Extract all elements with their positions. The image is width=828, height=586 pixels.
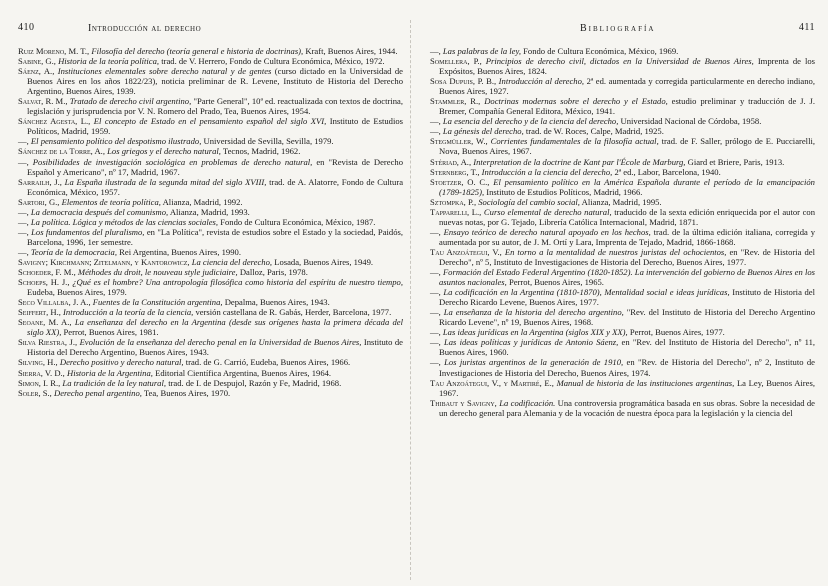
bibliography-entry bbox=[430, 167, 815, 177]
entry-details: (curso dictado en la Universidad de Buenos Aires en los años 1822/23), noticia preliminar de R. Levene, Instituto de Historia del Derecho Argentino, Buenos Aires, 1939. bbox=[27, 66, 403, 97]
entry-title: Principios de derecho civil, dictados en la Universidad de Buenos Aires, bbox=[485, 56, 754, 67]
entry-title: La política. Lógica y métodos de las ciencias sociales, bbox=[30, 216, 219, 227]
entry-details: Editorial Científica Argentina, Buenos Aires, 1964. bbox=[155, 367, 332, 378]
entry-details: estudio preliminar y traducción de J. J. Bremer, Compañía General Editora, México, 1941. bbox=[439, 96, 816, 117]
entry-title: La esencia del derecho y de la ciencia del derecho, bbox=[442, 116, 619, 127]
bibliography-entry bbox=[18, 267, 403, 277]
entry-author: Schoeps, H. J., bbox=[18, 277, 70, 288]
bibliography-entry bbox=[430, 267, 815, 287]
entry-title: El pensamiento político del despotismo ilustrado, bbox=[30, 136, 202, 147]
bibliography-entry bbox=[18, 277, 403, 297]
entry-title: Méthodes du droit, le nouveau style judiciaire, bbox=[77, 267, 238, 278]
entry-title: Las palabras de la ley, bbox=[442, 46, 521, 56]
bibliography-entry bbox=[18, 136, 403, 146]
entry-title: Tratado de derecho civil argentino, bbox=[69, 96, 192, 107]
entry-author: Seiffert, H., bbox=[18, 307, 61, 318]
entry-title: La tradición de la ley natural, bbox=[62, 377, 167, 388]
entry-details: Perrot, Buenos Aires, 1965. bbox=[508, 277, 604, 288]
entry-title: Historia de la Argentina, bbox=[66, 367, 153, 378]
entry-author: —, bbox=[430, 116, 441, 127]
entry-author: Seco Villalba, J. A., bbox=[18, 297, 91, 308]
entry-details: traducido de la sexta edición enriquecida por el autor con nuevas notas, por G. Tejado, Librería Católica Internacional, Madrid, 1871. bbox=[439, 206, 815, 227]
entry-author: —, bbox=[430, 46, 441, 56]
entry-details: "Parte General", 10ª ed. reactualizada con textos de doctrina, legislación y jurisprudencia por V. N. Romero del Prado, Tea, Buenos Aires, 1954. bbox=[27, 96, 403, 117]
entry-title: Introducción a la teoría de la ciencia, bbox=[63, 307, 194, 318]
left-page bbox=[18, 22, 403, 398]
entry-author: —, bbox=[430, 267, 441, 278]
bibliography-entry bbox=[430, 307, 815, 327]
entry-title: Elementos de teoría política, bbox=[61, 196, 161, 207]
entry-author: Silva Riestra, J., bbox=[18, 337, 78, 348]
left-bibliography-list bbox=[18, 46, 403, 398]
entry-details: Instituto de Historia del Derecho Ricardo Levene, Buenos Aires, 1977. bbox=[439, 287, 815, 308]
entry-details: 2ª ed., Labor, Barcelona, 1940. bbox=[614, 166, 721, 177]
entry-details: Alianza, Madrid, 1993. bbox=[169, 206, 250, 217]
bibliography-entry bbox=[18, 146, 403, 156]
entry-title: La enseñanza del derecho en la Argentina (desde sus orígenes hasta la primera década del siglo XX), bbox=[27, 317, 404, 338]
entry-details: Perrot, Buenos Aires, 1977. bbox=[629, 327, 725, 338]
entry-title: El concepto de Estado en el pensamiento español del siglo XVI, bbox=[93, 116, 327, 127]
entry-title: Ensayo teórico de derecho natural apoyado en los hechos, bbox=[443, 226, 651, 237]
entry-details: trad. de la última edición italiana, corregida y aumentada por su autor, de J. M. Ortí y Lara, Imprenta de Tejado, Madrid, 1866-1868. bbox=[439, 226, 815, 247]
entry-details: Universidad Nacional de Córdoba, 1958. bbox=[620, 116, 762, 127]
entry-author: Tau Anzoátegui, V., y Martiré, E., bbox=[430, 377, 554, 388]
entry-author: Sarrailh, J., bbox=[18, 176, 62, 187]
entry-author: Ruiz Moreno, M. T., bbox=[18, 46, 90, 56]
entry-author: Salvat, R. M., bbox=[18, 96, 68, 107]
entry-title: Formación del Estado Federal Argentino (1820-1852). La intervención del gobierno de Buenos Aires en los asuntos nacionales, bbox=[439, 267, 815, 288]
entry-details: "Rev. del Instituto de Historia del Derecho Argentino Ricardo Levene", nº 19, Buenos Aires, 1968. bbox=[439, 307, 815, 328]
entry-details: Una controversia programática basada en sus obras. Sobre la necesidad de un derecho general para Alemania y de la vocación de nuestra época para la legislación y la ciencia del bbox=[439, 397, 815, 418]
entry-details: en "Rev. de Historia del Derecho", nº 2, Instituto de Investigaciones de Historia del Derecho, Buenos Aires, 1974. bbox=[439, 357, 815, 378]
entry-details: 2ª ed. aumentada y corregida particularmente en derecho indiano, Buenos Aires, 1927. bbox=[439, 76, 815, 97]
entry-title: Introducción a la ciencia del derecho, bbox=[481, 166, 613, 177]
entry-title: Los griegos y el derecho natural, bbox=[107, 146, 221, 157]
bibliography-entry bbox=[18, 217, 403, 227]
entry-title: La génesis del derecho, bbox=[442, 126, 524, 137]
entry-author: Sabine, G., bbox=[18, 56, 56, 67]
bibliography-entry bbox=[430, 56, 815, 76]
entry-author: Soler, S., bbox=[18, 387, 52, 398]
bibliography-entry bbox=[18, 297, 403, 307]
left-running-head bbox=[18, 22, 403, 38]
entry-title: Derecho positivo y derecho natural, bbox=[59, 357, 184, 368]
entry-details: Tea, Buenos Aires, 1970. bbox=[143, 387, 231, 398]
entry-author: —, bbox=[18, 246, 29, 257]
bibliography-entry bbox=[18, 227, 403, 247]
left-running-title: Introducción al derecho bbox=[88, 23, 202, 34]
entry-title: La codificación. bbox=[499, 397, 556, 408]
entry-title: Interpretation de la doctrine de Kant par l'École de Marburg, bbox=[473, 156, 686, 167]
bibliography-entry bbox=[18, 378, 403, 388]
bibliography-entry bbox=[430, 227, 815, 247]
entry-author: Silving, H., bbox=[18, 357, 58, 368]
bibliography-entry bbox=[18, 96, 403, 116]
entry-title: Historia de la teoría política, bbox=[58, 56, 160, 67]
entry-author: Schoeder, F. M., bbox=[18, 267, 76, 278]
entry-details: Kraft, Buenos Aires, 1944. bbox=[305, 46, 398, 56]
entry-details: Universidad de Sevilla, Sevilla, 1979. bbox=[203, 136, 334, 147]
entry-author: Seoane, M. A., bbox=[18, 317, 72, 328]
entry-title: Los fundamentos del pluralismo, bbox=[31, 226, 145, 237]
entry-title: Introducción al derecho, bbox=[498, 76, 585, 87]
entry-title: Doctrinas modernas sobre el derecho y el Estado, bbox=[484, 96, 668, 107]
page-gutter bbox=[410, 20, 412, 580]
bibliography-entry bbox=[18, 157, 403, 177]
entry-details: Instituto de Estudios Políticos, Madrid, 1966. bbox=[486, 186, 643, 197]
entry-details: Giard et Briere, Paris, 1913. bbox=[687, 156, 785, 167]
bibliography-entry bbox=[430, 337, 815, 357]
bibliography-entry bbox=[18, 116, 403, 136]
entry-title: Los juristas argentinos de la generación de 1910, bbox=[444, 357, 624, 368]
entry-details: en "Rev. del Instituto de Historia del Derecho", nº 11, Buenos Aires, 1960. bbox=[439, 337, 816, 358]
entry-author: Sánchez Agesta, L., bbox=[18, 116, 91, 127]
entry-title: Las ideas políticas y jurídicas de Antonio Sáenz, bbox=[443, 337, 619, 348]
right-running-head bbox=[430, 22, 815, 38]
right-running-title: Bibliografía bbox=[580, 23, 656, 34]
entry-author: —, bbox=[18, 206, 29, 217]
bibliography-entry bbox=[18, 177, 403, 197]
entry-details: Eudeba, Buenos Aires, 1979. bbox=[27, 287, 127, 298]
entry-details: Depalma, Buenos Aires, 1943. bbox=[224, 297, 330, 308]
entry-title: Fuentes de la Constitución argentina, bbox=[92, 297, 223, 308]
entry-title: Instituciones elementales sobre derecho natural y de gentes bbox=[57, 66, 272, 77]
bibliography-entry bbox=[18, 247, 403, 257]
entry-author: —, bbox=[430, 327, 441, 338]
bibliography-entry bbox=[18, 307, 403, 317]
bibliography-entry bbox=[430, 177, 815, 197]
entry-author: Stériad, A., bbox=[430, 156, 472, 167]
entry-author: —, bbox=[430, 357, 441, 368]
entry-author: —, bbox=[18, 216, 29, 227]
entry-details: Perrot, Buenos Aires, 1981. bbox=[63, 327, 159, 338]
bibliography-entry bbox=[18, 66, 403, 96]
bibliography-entry bbox=[18, 207, 403, 217]
entry-details: Rei Argentina, Buenos Aires, 1990. bbox=[119, 246, 241, 257]
entry-title: ¿Qué es el hombre? Una antropología filosófica como historia del espíritu de nuestro tiempo, bbox=[72, 277, 404, 288]
entry-details: en "La Política", revista de estudios sobre el Estado y la sociedad, Paidós, Barcelona, 1996, 1er semestre. bbox=[27, 226, 403, 247]
bibliography-entry bbox=[430, 136, 815, 156]
entry-author: —, bbox=[430, 307, 441, 318]
entry-details: versión castellana de R. Gabás, Herder, Barcelona, 1977. bbox=[195, 307, 392, 318]
entry-author: Simon, I. R., bbox=[18, 377, 61, 388]
bibliography-entry bbox=[430, 207, 815, 227]
entry-details: en "Revista de Derecho Español y Americano", nº 17, Madrid, 1967. bbox=[27, 156, 404, 177]
bibliography-entry bbox=[430, 157, 815, 167]
bibliography-entry bbox=[18, 46, 403, 56]
bibliography-entry bbox=[430, 378, 815, 398]
entry-author: Sartori, G., bbox=[18, 196, 60, 207]
entry-title: Evolución de la enseñanza del derecho penal en la Universidad de Buenos Aires, bbox=[79, 337, 362, 348]
entry-details: trad. de V. Herrero, Fondo de Cultura Económica, México, 1972. bbox=[161, 56, 385, 67]
entry-title: Curso elemental de derecho natural, bbox=[483, 206, 612, 217]
left-page-number: 410 bbox=[18, 22, 35, 33]
entry-title: Las ideas jurídicas en la Argentina (siglos XIX y XX), bbox=[442, 327, 628, 338]
entry-author: Sosa Dupuis, P. B., bbox=[430, 76, 497, 87]
entry-details: en "Rev. de Historia del Derecho", nº 5, Instituto de Investigaciones de Historia del Derecho, Buenos Aires, 1977. bbox=[439, 246, 815, 267]
entry-details: Alianza, Madrid, 1992. bbox=[162, 196, 243, 207]
entry-author: Stegmüller, W., bbox=[430, 136, 488, 147]
right-bibliography-list bbox=[430, 46, 815, 418]
entry-title: La ciencia del derecho, bbox=[191, 256, 273, 267]
entry-author: Sztompka, P., bbox=[430, 196, 477, 207]
right-page-number: 411 bbox=[798, 22, 815, 33]
entry-author: Tapparelli, L., bbox=[430, 206, 482, 217]
right-page bbox=[430, 22, 815, 418]
entry-title: La España ilustrada de la segunda mitad del siglo XVIII, bbox=[64, 176, 267, 187]
bibliography-entry bbox=[18, 56, 403, 66]
entry-author: Sánchez de la Torre, A., bbox=[18, 146, 105, 157]
bibliography-entry bbox=[430, 357, 815, 377]
entry-author: Sáenz, A., bbox=[18, 66, 55, 77]
bibliography-entry bbox=[430, 247, 815, 267]
entry-author: —, bbox=[430, 126, 441, 137]
bibliography-entry bbox=[430, 116, 815, 126]
entry-details: trad. de A. Alatorre, Fondo de Cultura Económica, México, 1957. bbox=[27, 176, 404, 197]
bibliography-entry bbox=[430, 197, 815, 207]
entry-details: Losada, Buenos Aires, 1949. bbox=[274, 256, 374, 267]
entry-details: trad. de F. Saller, prólogo de E. Pucciarelli, Nova, Buenos Aires, 1967. bbox=[439, 136, 815, 157]
bibliography-entry bbox=[430, 287, 815, 307]
entry-author: Stoetzer, O. C., bbox=[430, 176, 490, 187]
entry-details: trad. de G. Carrió, Eudeba, Buenos Aires, 1966. bbox=[185, 357, 351, 368]
bibliography-entry bbox=[18, 317, 403, 337]
entry-details: Dalloz, Paris, 1978. bbox=[239, 267, 308, 278]
entry-details: Fondo de Cultura Económica, México, 1987. bbox=[220, 216, 376, 227]
entry-details: La Ley, Buenos Aires, 1967. bbox=[439, 377, 815, 398]
bibliography-entry bbox=[18, 368, 403, 378]
entry-title: Manual de historia de las instituciones argentinas, bbox=[556, 377, 735, 388]
entry-title: La codificación en la Argentina (1810-1870), Mentalidad social e ideas jurídicas, bbox=[443, 287, 730, 298]
bibliography-entry bbox=[430, 126, 815, 136]
entry-author: —, bbox=[430, 337, 441, 348]
entry-title: La democracia después del comunismo, bbox=[30, 206, 169, 217]
entry-author: Savigny; Kirchmann; Zitelmann, y Kantorowicz, bbox=[18, 256, 190, 267]
entry-author: Sierra, V. D., bbox=[18, 367, 65, 378]
entry-title: Posibilidades de investigación sociológica en problemas de derecho natural, bbox=[32, 156, 313, 167]
entry-details: Tecnos, Madrid, 1962. bbox=[222, 146, 301, 157]
entry-title: Corrientes fundamentales de la filosofía actual, bbox=[490, 136, 659, 147]
entry-author: —, bbox=[18, 136, 29, 147]
entry-details: Alianza, Madrid, 1995. bbox=[581, 196, 662, 207]
bibliography-entry bbox=[430, 96, 815, 116]
entry-author: —, bbox=[430, 226, 441, 237]
entry-author: Thibaut y Savigny, bbox=[430, 397, 497, 408]
entry-details: Imprenta de los Expósitos, Buenos Aires, 1824. bbox=[439, 56, 816, 77]
entry-details: Instituto de Historia del Derecho Argentino, Buenos Aires, 1943. bbox=[27, 337, 403, 358]
entry-author: —, bbox=[18, 156, 29, 167]
entry-author: —, bbox=[430, 287, 441, 298]
entry-details: Instituto de Estudios Políticos, Madrid, 1959. bbox=[27, 116, 403, 137]
entry-details: trad. de W. Roces, Calpe, Madrid, 1925. bbox=[525, 126, 664, 137]
bibliography-entry bbox=[18, 357, 403, 367]
bibliography-entry bbox=[430, 327, 815, 337]
bibliography-entry bbox=[430, 398, 815, 418]
bibliography-entry bbox=[18, 197, 403, 207]
entry-title: En torno a la mentalidad de nuestros juristas del ochocientos, bbox=[504, 246, 727, 257]
entry-details: trad. de I. de Despujol, Razón y Fe, Madrid, 1968. bbox=[168, 377, 342, 388]
bibliography-entry bbox=[18, 388, 403, 398]
bibliography-entry bbox=[18, 337, 403, 357]
entry-title: Filosofía del derecho (teoría general e historia de doctrinas), bbox=[91, 46, 304, 56]
bibliography-entry bbox=[18, 257, 403, 267]
entry-author: —, bbox=[18, 226, 29, 237]
bibliography-entry bbox=[430, 46, 815, 56]
entry-title: La enseñanza de la historia del derecho argentino, bbox=[443, 307, 624, 318]
entry-author: Tau Anzoátegui, V., bbox=[430, 246, 502, 257]
entry-title: Teoría de la democracia, bbox=[30, 246, 117, 257]
entry-title: El pensamiento político en la América Española durante el período de la emancipación (1789-1825), bbox=[439, 176, 815, 197]
entry-author: Stammler, R., bbox=[430, 96, 481, 107]
entry-author: Somellera, P., bbox=[430, 56, 482, 67]
bibliography-entry bbox=[430, 76, 815, 96]
entry-title: Sociología del cambio social, bbox=[478, 196, 580, 207]
entry-details: Fondo de Cultura Económica, México, 1969. bbox=[523, 46, 679, 56]
entry-author: Sternberg, T., bbox=[430, 166, 480, 177]
entry-title: Derecho penal argentino, bbox=[53, 387, 142, 398]
